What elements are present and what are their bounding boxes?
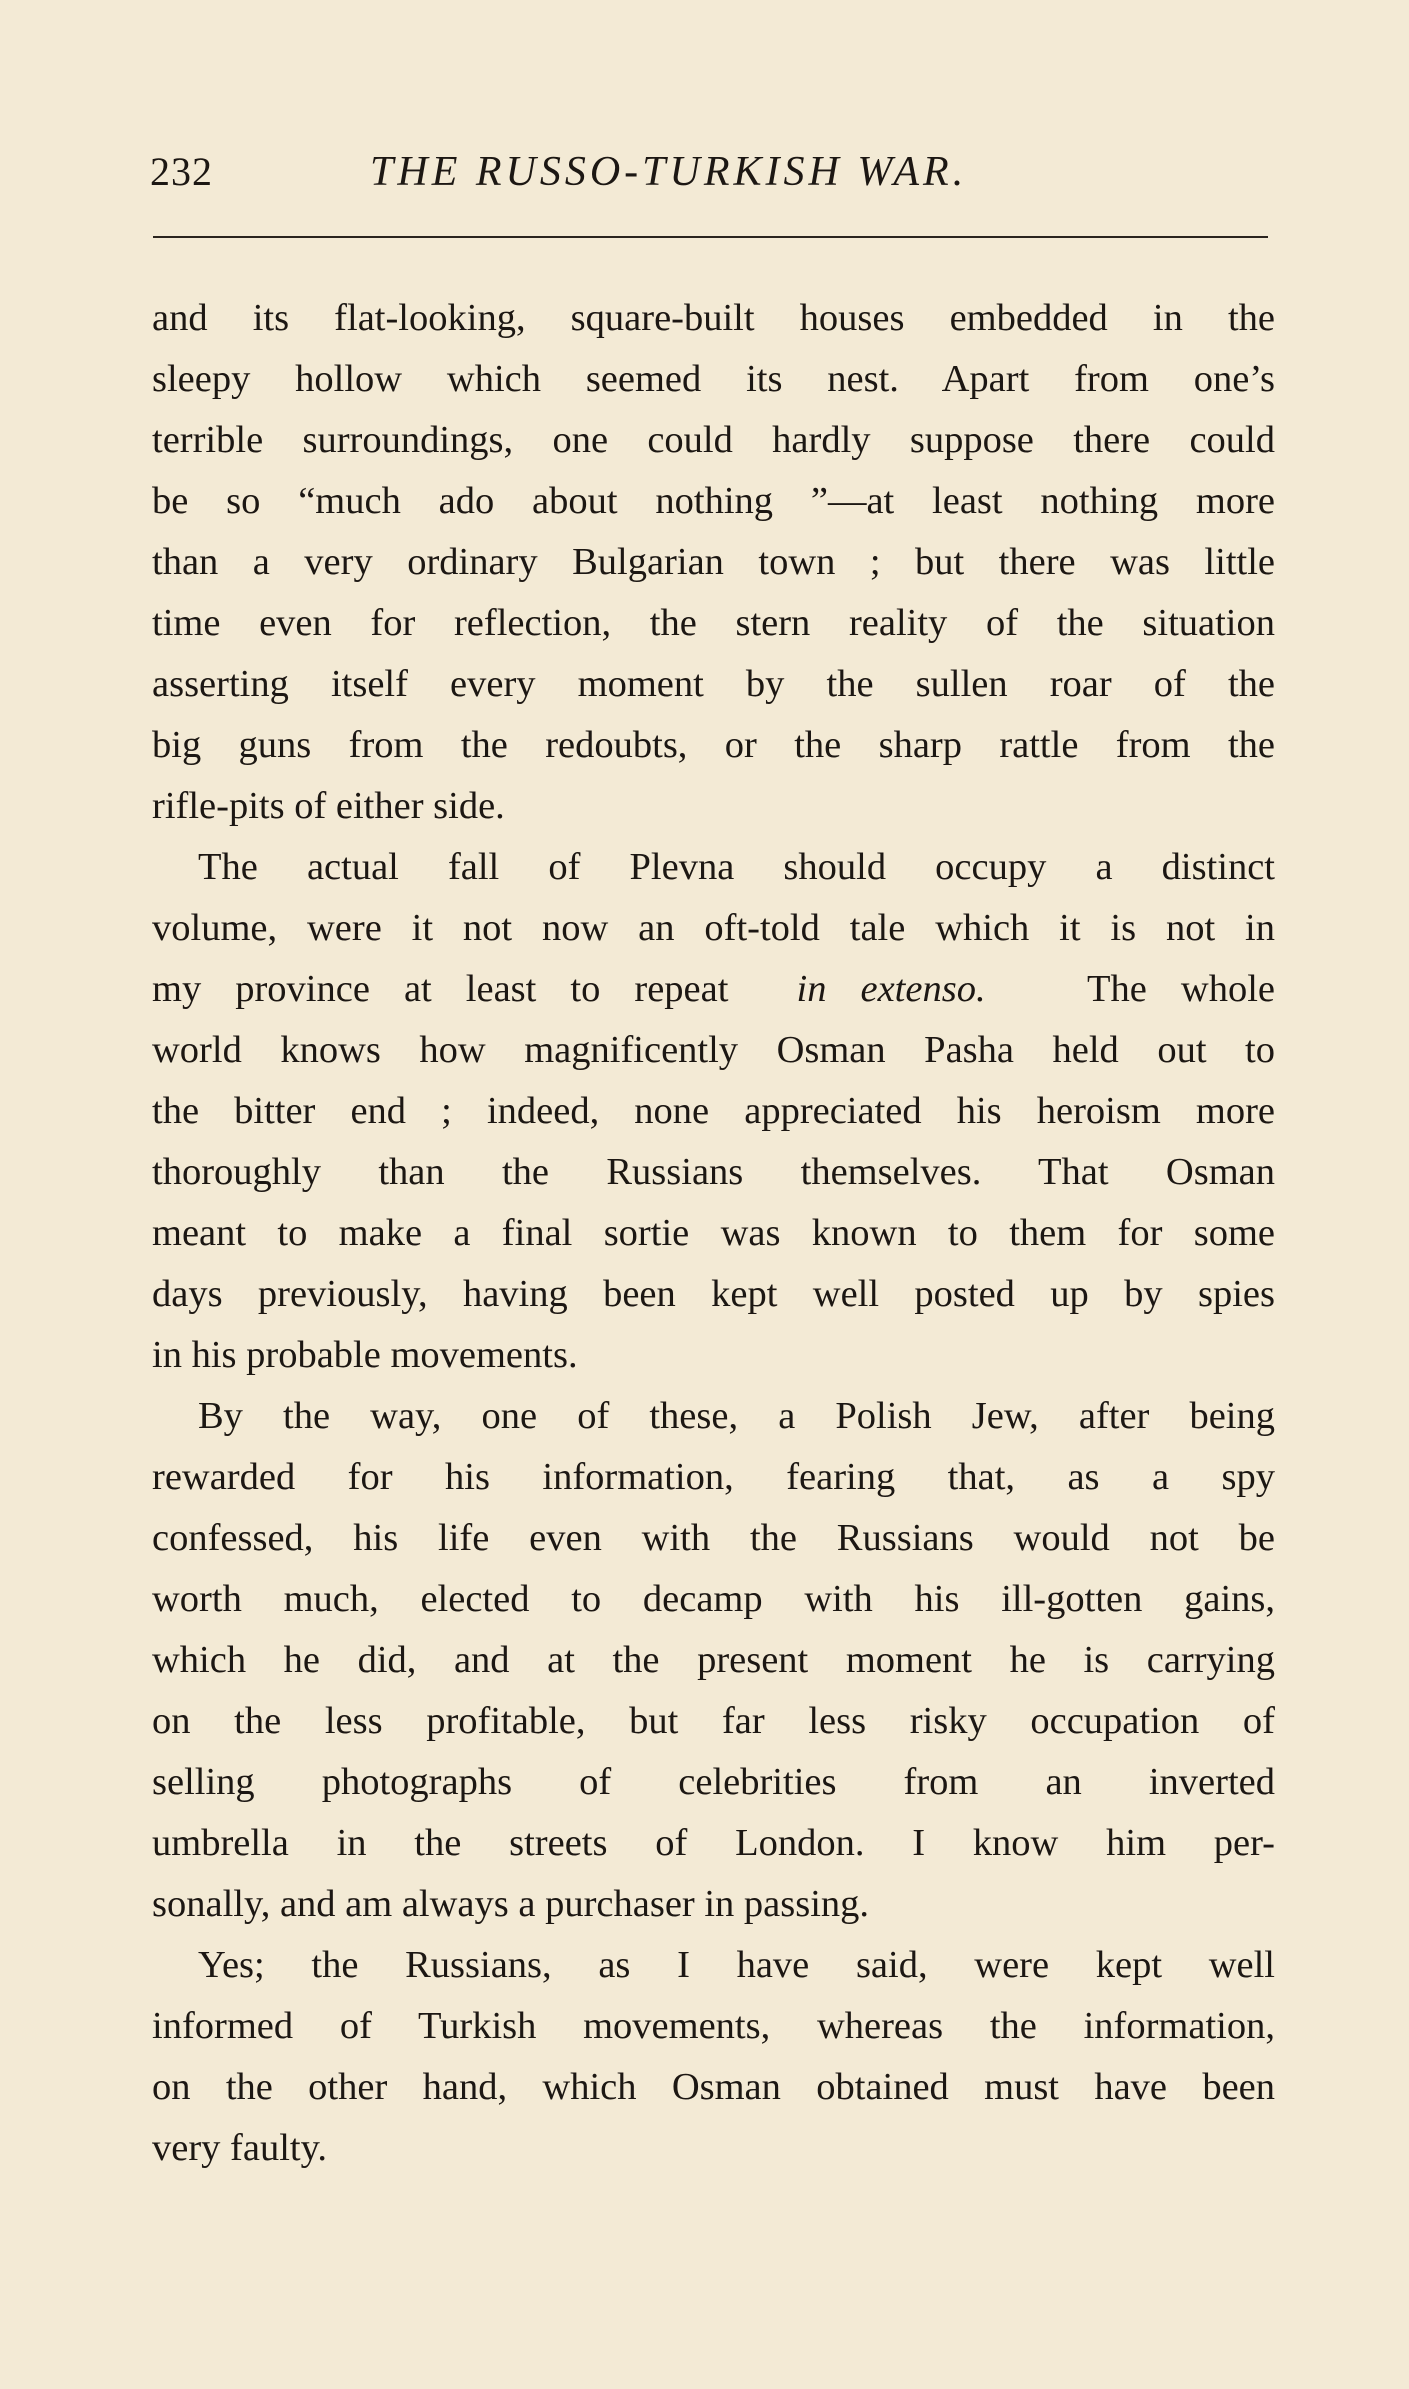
text-line: world knows how magnificently Osman Pasha held out to bbox=[152, 1029, 1275, 1071]
text-line: confessed, his life even with the Russians would not be bbox=[152, 1517, 1275, 1559]
text-line: the bitter end ; indeed, none appreciated his heroism more bbox=[152, 1090, 1275, 1132]
text-line: in his probable movements. bbox=[152, 1334, 578, 1376]
text-line: sleepy hollow which seemed its nest. Apart from one’s bbox=[152, 358, 1275, 400]
text-line: selling photographs of celebrities from an inverted bbox=[152, 1761, 1275, 1803]
text-line: and its flat-looking, square-built houses embedded in the bbox=[152, 297, 1275, 339]
text-line: meant to make a final sortie was known to them for some bbox=[152, 1212, 1275, 1254]
text-line: time even for reflection, the stern reality of the situation bbox=[152, 602, 1275, 644]
page-number: 232 bbox=[150, 149, 213, 194]
header-rule bbox=[153, 236, 1268, 238]
text-line: than a very ordinary Bulgarian town ; but there was little bbox=[152, 541, 1275, 583]
text-line: on the less profitable, but far less risky occupation of bbox=[152, 1700, 1275, 1742]
text-line: which he did, and at the present moment he is carrying bbox=[152, 1639, 1275, 1681]
running-title: THE RUSSO-TURKISH WAR. bbox=[370, 149, 968, 195]
text-line: very faulty. bbox=[152, 2127, 327, 2169]
text-line: asserting itself every moment by the sullen roar of the bbox=[152, 663, 1275, 705]
text-line: terrible surroundings, one could hardly suppose there could bbox=[152, 419, 1275, 461]
text-line: rewarded for his information, fearing that, as a spy bbox=[152, 1456, 1275, 1498]
text-line: umbrella in the streets of London. I know him per- bbox=[152, 1822, 1275, 1864]
text-line: volume, were it not now an oft-told tale which it is not in bbox=[152, 907, 1275, 949]
text-line: By the way, one of these, a Polish Jew, after being bbox=[198, 1395, 1275, 1437]
paragraph-3 bbox=[152, 1386, 1275, 1935]
text-line: big guns from the redoubts, or the sharp rattle from the bbox=[152, 724, 1275, 766]
text-line: informed of Turkish movements, whereas the information, bbox=[152, 2005, 1275, 2047]
text-line: be so “much ado about nothing ”—at least nothing more bbox=[152, 480, 1275, 522]
body-text bbox=[152, 288, 1275, 2179]
text-line: on the other hand, which Osman obtained must have been bbox=[152, 2066, 1275, 2108]
text-line: rifle-pits of either side. bbox=[152, 785, 505, 827]
paragraph-4 bbox=[152, 1935, 1275, 2179]
italic-phrase: in extenso. bbox=[796, 968, 986, 1010]
text-line: Yes; the Russians, as I have said, were kept well bbox=[198, 1944, 1275, 1986]
text-line: worth much, elected to decamp with his ill-gotten gains, bbox=[152, 1578, 1275, 1620]
running-head bbox=[150, 148, 1275, 208]
text-fragment: The whole bbox=[1087, 968, 1276, 1010]
text-line: sonally, and am always a purchaser in passing. bbox=[152, 1883, 870, 1925]
text-line: thoroughly than the Russians themselves. That Osman bbox=[152, 1151, 1275, 1193]
text-line-mixed bbox=[152, 959, 1275, 1020]
paragraph-2 bbox=[152, 837, 1275, 1386]
text-line: The actual fall of Plevna should occupy a distinct bbox=[198, 846, 1275, 888]
text-fragment: my province at least to repeat bbox=[152, 968, 729, 1010]
paragraph-1 bbox=[152, 288, 1275, 837]
text-line: days previously, having been kept well posted up by spies bbox=[152, 1273, 1275, 1315]
